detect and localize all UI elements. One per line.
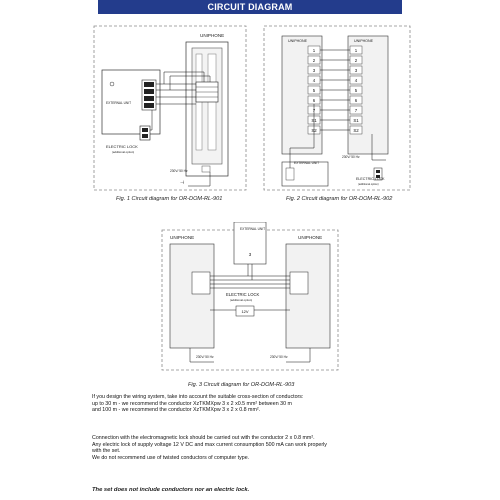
- fig1-external-unit-label: EXTERNAL UNIT: [106, 101, 132, 105]
- fig2-right-terminal: 1: [354, 48, 358, 53]
- lock-line-4: We do not recommend use of twisted conductors of computer type.: [92, 454, 250, 461]
- page-title: CIRCUIT DIAGRAM: [98, 0, 402, 14]
- fig2-right-uniphone-label: UNIPHONE: [354, 39, 373, 43]
- fig3-external-unit-label: EXTERNAL UNIT: [240, 227, 266, 231]
- fig2-left-terminal: 3: [312, 68, 316, 73]
- fig1-electric-lock-label: ELECTRIC LOCK: [106, 144, 138, 149]
- fig3-left-power-label: 230V/ 50 Hz: [196, 355, 214, 359]
- fig2-left-terminal: 5: [312, 88, 316, 93]
- fig2-caption: Fig. 2 Circuit diagram for OR-DOM-RL-902: [286, 196, 393, 202]
- fig1-plug-icon: ⊣: [180, 180, 185, 186]
- lock-line-3: with the set.: [92, 448, 121, 455]
- fig2-left-terminal: 6: [312, 98, 316, 103]
- cable-recommendation-paragraph: [92, 394, 422, 414]
- fig3-right-power-label: 230V/ 50 Hz: [270, 355, 288, 359]
- fig2-right-terminal: 4: [354, 78, 358, 83]
- fig2-right-terminal: 6: [354, 98, 358, 103]
- fig2-electric-lock-label: ELECTRIC LOCK: [356, 177, 385, 181]
- fig2-diagram: [262, 24, 412, 194]
- fig3-right-uniphone-label: UNIPHONE: [298, 235, 323, 240]
- fig3-lock-voltage: 12V: [241, 309, 249, 314]
- fig2-right-terminal: S2: [353, 128, 359, 133]
- fig2-electric-lock-sub: (additional option): [358, 183, 379, 186]
- fig2-right-terminal: 3: [354, 68, 358, 73]
- lock-line-2: Any electric lock of supply voltage 12 V DC and max current consumption 500 mA can work properly: [92, 441, 327, 448]
- fig3-caption: Fig. 3 Circuit diagram for OR-DOM-RL-903: [188, 382, 295, 388]
- fig1-diagram: [92, 24, 248, 194]
- fig2-left-terminal: S1: [311, 118, 317, 123]
- fig1-caption: Fig. 1 Circuit diagram for OR-DOM-RL-901: [116, 196, 223, 202]
- fig1-electric-lock-sub: (additional option): [112, 150, 135, 154]
- cable-line-2: up to 30 m - we recommend the conductor XzTKMXpw 3 x 2 x0.5 mm² between 30 m: [92, 400, 292, 407]
- fig2-right-terminal: 5: [354, 88, 358, 93]
- fig1-power-label: 230V/ 50 Hz: [170, 169, 188, 173]
- fig2-right-terminal: S1: [353, 118, 359, 123]
- fig3-left-uniphone-label: UNIPHONE: [170, 235, 195, 240]
- fig3-electric-lock-sub: (additional option): [230, 298, 253, 302]
- fig3-diagram: [160, 222, 340, 374]
- cable-line-1: If you design the wiring system, take into account the suitable cross-section of conductors:: [92, 394, 304, 400]
- fig2-left-terminal: 7: [312, 108, 316, 113]
- lock-line-1: Connection with the electromagnetic lock should be carried out with the conductor 2 x 0.8 mm².: [92, 435, 315, 441]
- fig2-left-terminal: 4: [312, 78, 316, 83]
- fig2-power-label: 230V/ 50 Hz: [342, 155, 360, 159]
- fig1-uniphone-label: UNIPHONE: [200, 33, 225, 38]
- lock-connection-paragraph: [92, 435, 422, 461]
- fig2-left-uniphone-label: UNIPHONE: [288, 39, 307, 43]
- bottom-note: The set does not include conductors nor an electric lock.: [92, 487, 250, 493]
- fig2-left-terminal: 2: [312, 58, 316, 63]
- fig2-right-terminal: 7: [354, 108, 358, 113]
- fig3-external-unit-value: 3: [248, 252, 252, 257]
- fig3-electric-lock-label: ELECTRIC LOCK: [226, 292, 260, 297]
- fig2-external-unit-label: EXTERNAL UNIT: [294, 161, 320, 165]
- cable-line-3: and 100 m - we recommend the conductor XzTKMXpw 3 x 2 x 0.8 mm².: [92, 407, 261, 414]
- fig2-left-terminal: 1: [312, 48, 316, 53]
- fig2-right-terminal: 2: [354, 58, 358, 63]
- fig2-left-terminal: S2: [311, 128, 317, 133]
